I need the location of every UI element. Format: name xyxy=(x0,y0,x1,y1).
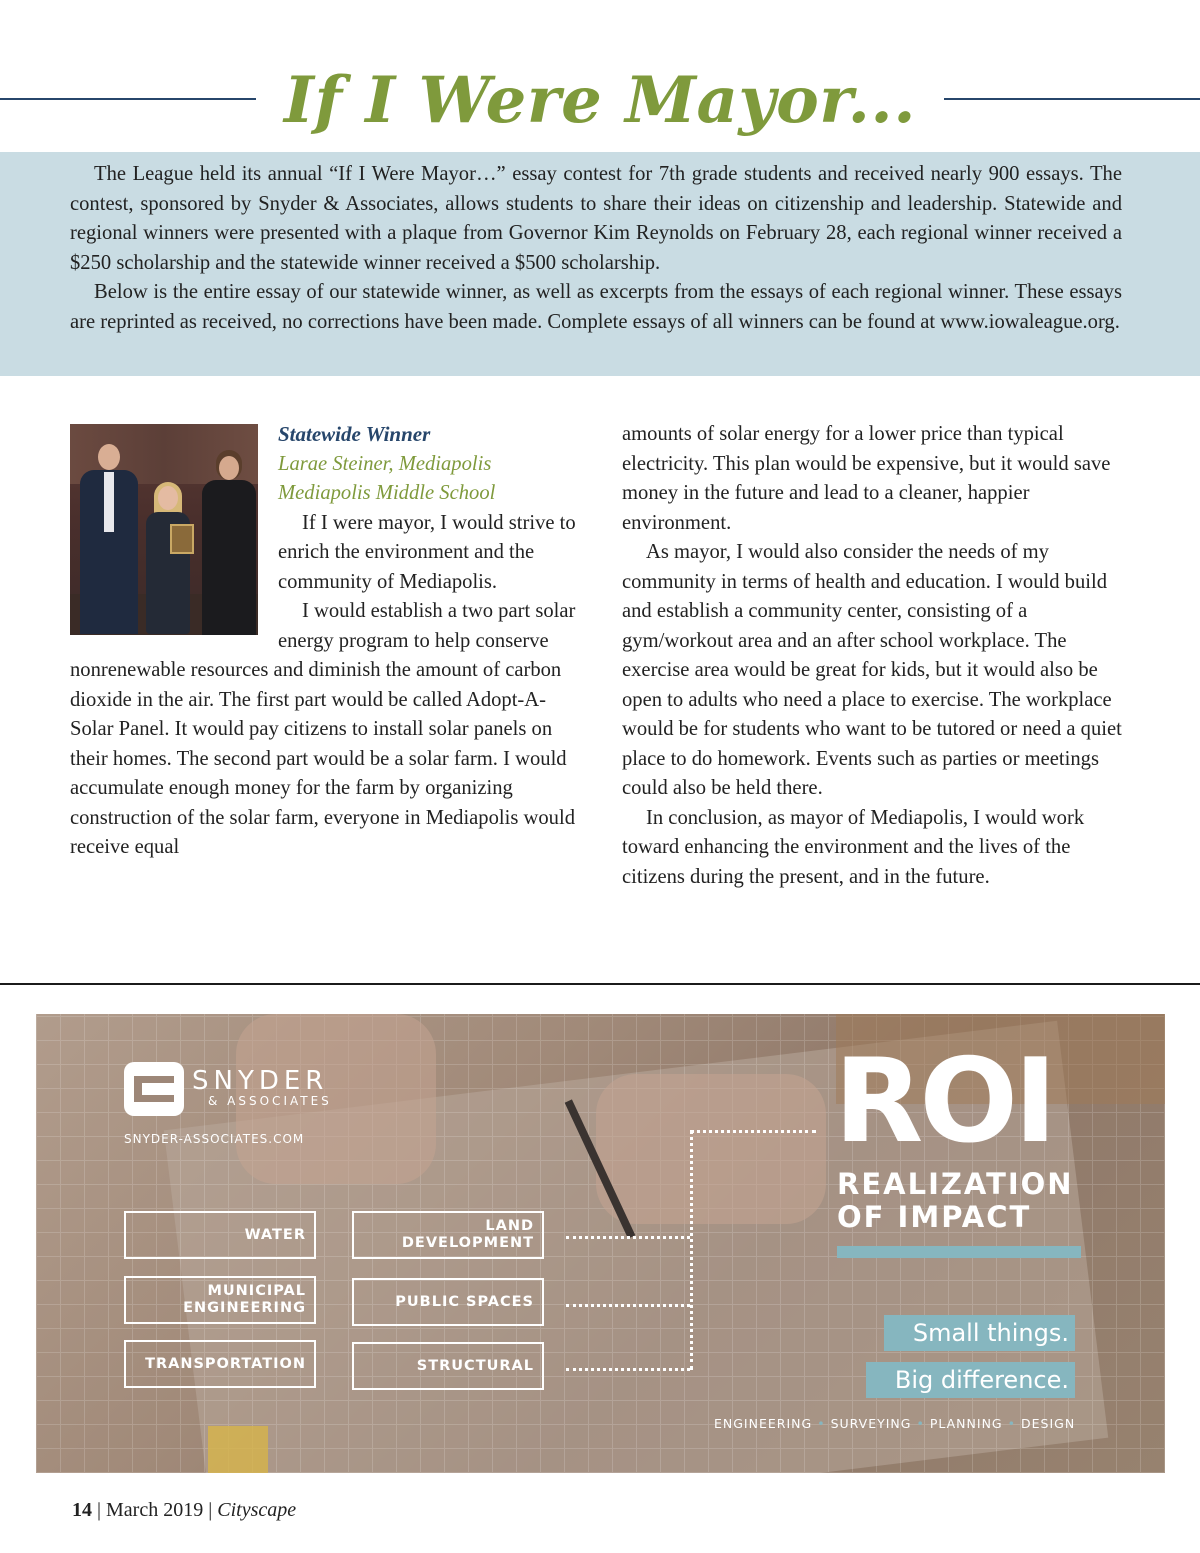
title-rule-right xyxy=(944,98,1200,100)
intro-text xyxy=(70,160,1122,337)
tagline-1: Small things. xyxy=(884,1315,1075,1351)
footer-separator: | xyxy=(208,1499,218,1521)
section-divider xyxy=(0,983,1200,985)
issue-date: March 2019 xyxy=(106,1499,204,1521)
footer-service: ENGINEERING xyxy=(714,1416,813,1431)
article-column-right xyxy=(622,420,1127,892)
tagline-2: Big difference. xyxy=(866,1362,1075,1398)
connector-dots xyxy=(566,1236,690,1239)
footer-service: PLANNING xyxy=(929,1416,1003,1431)
intro-paragraph-1: The League held its annual “If I Were Mayor…” essay contest for 7th grade students and received nearly 900 essays. The contest, sponsored by Snyder & Associates, allows students to share their ideas on citizenship and leadership. Statewide and regional winners were presented with a plaque from Governor Kim Reynolds on February 28, each regional winner received a $250 scholarship and the statewide winner received a $500 scholarship. xyxy=(70,163,1122,274)
footer-service: SURVEYING xyxy=(830,1416,912,1431)
snyder-advertisement[interactable] xyxy=(36,1014,1165,1473)
connector-dots xyxy=(566,1368,690,1371)
roi-subtitle xyxy=(837,1168,1074,1234)
footer-service: DESIGN xyxy=(1020,1416,1076,1431)
essay-paragraph: As mayor, I would also consider the needs of my community in terms of health and education. I would build and establish a community center, consisting of a gym/workout area and an after school workplace. The exercise area would be great for kids, but it would also be open to adults who need a place to exercise. The workplace would be for students who want to be tutored or need a quiet place to do homework. Events such as parties or meetings could also be held there. xyxy=(622,541,1122,799)
ad-services-footer xyxy=(714,1416,1075,1431)
service-water: WATER xyxy=(124,1211,316,1259)
magazine-name: Cityscape xyxy=(217,1499,297,1521)
photo-person-right xyxy=(202,450,256,635)
page-title: If I Were Mayor... xyxy=(284,63,916,138)
brand-url[interactable]: SNYDER-ASSOCIATES.COM xyxy=(124,1132,305,1146)
service-structural: STRUCTURAL xyxy=(352,1342,544,1390)
footer-separator: | xyxy=(97,1499,107,1521)
photo-person-left xyxy=(80,444,138,634)
brand-name: SNYDER xyxy=(192,1066,329,1096)
bullet-separator: • xyxy=(1007,1416,1016,1431)
page-footer xyxy=(72,1497,296,1523)
article-column-left xyxy=(70,420,580,863)
bullet-separator: • xyxy=(916,1416,925,1431)
essay-paragraph: amounts of solar energy for a lower price than typical electricity. This plan would be expensive, but it would save money in the future and lead to a cleaner, happier environment. xyxy=(622,423,1111,534)
connector-dots xyxy=(690,1130,693,1370)
bullet-separator: • xyxy=(817,1416,826,1431)
brand-subtitle: & ASSOCIATES xyxy=(208,1094,332,1108)
service-transportation: TRANSPORTATION xyxy=(124,1340,316,1388)
title-row xyxy=(0,58,1200,144)
essay-paragraph: In conclusion, as mayor of Mediapolis, I would work toward enhancing the environment and the lives of the citizens during the present, and in the future. xyxy=(622,806,1085,888)
title-rule-left xyxy=(0,98,256,100)
roi-headline: ROI xyxy=(834,1034,1054,1169)
intro-box xyxy=(0,152,1200,376)
page-number: 14 xyxy=(72,1499,92,1521)
intro-paragraph-2: Below is the entire essay of our statewide winner, as well as excerpts from the essays of each regional winner. These essays are reprinted as received, no corrections have been made. Complete essays of all winners can be found at www.iowaleague.org. xyxy=(70,281,1122,333)
service-municipal-engineering: MUNICIPAL ENGINEERING xyxy=(124,1276,316,1324)
photo-plaque xyxy=(170,524,194,554)
winner-photo xyxy=(70,424,258,635)
roi-subtitle-line-2: OF IMPACT xyxy=(837,1200,1032,1234)
snyder-logo-icon xyxy=(124,1062,184,1116)
essay-paragraph: I would establish a two part solar energy program to help conserve nonrenewable resources and diminish the amount of carbon dioxide in the air. The first part would be called Adopt-A-Solar Panel. It would pay citizens to install solar panels on their homes. The second part would be a solar farm. I would accumulate enough money for the farm by organizing construction of the solar farm, everyone in Mediapolis would receive equal xyxy=(70,600,576,858)
roi-accent-bar xyxy=(837,1246,1081,1258)
ad-sticky-note xyxy=(208,1426,268,1473)
winner-name: Larae Steiner, Mediapolis xyxy=(278,452,492,475)
winner-heading: Statewide Winner xyxy=(278,422,431,446)
essay-paragraph: If I were mayor, I would strive to enrich the environment and the community of Mediapolis. xyxy=(278,511,576,593)
service-public-spaces: PUBLIC SPACES xyxy=(352,1278,544,1326)
connector-dots xyxy=(566,1304,690,1307)
ad-hand-right xyxy=(596,1074,826,1224)
service-land-development: LAND DEVELOPMENT xyxy=(352,1211,544,1259)
photo-person-center xyxy=(142,482,194,634)
roi-subtitle-line-1: REALIZATION xyxy=(837,1167,1074,1201)
winner-school: Mediapolis Middle School xyxy=(278,482,496,504)
connector-dots xyxy=(690,1130,816,1133)
